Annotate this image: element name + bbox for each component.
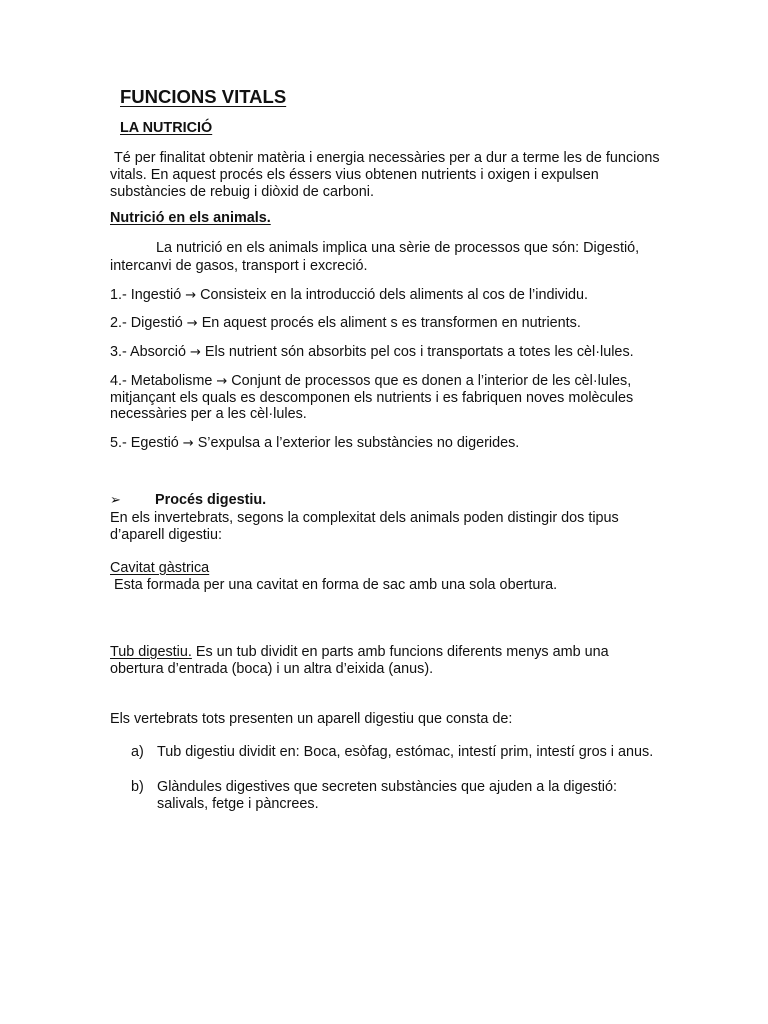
proces-heading: Procés digestiu. [155,492,267,508]
vertebrats-text: Els vertebrats tots presenten un aparell digestiu que consta de: [110,711,513,727]
list-item-b-text-2: salivals, fetge i pàncrees. [157,796,319,812]
step-metabolisme-line-3: necessàries per a les cèl·lules. [110,406,307,422]
step-digestio [110,315,581,332]
proces-line-2: d’aparell digestiu: [110,527,222,543]
step-label: 2.- Digestió [110,315,183,331]
step-text: En aquest procés els aliment s es transformen en nutrients. [201,315,581,331]
animals-intro-line-1: La nutrició en els animals implica una sèrie de processos que són: Digestió, [156,240,640,256]
list-item-a-marker: a) [131,744,144,760]
tub-text-1: Es un tub dividit en parts amb funcions diferents menys amb una [195,644,609,660]
step-label: 3.- Absorció [110,344,186,360]
tub-heading: Tub digestiu. [110,644,192,660]
step-label: 5.- Egestió [110,435,179,451]
list-item-b-marker: b) [131,779,144,795]
bullet-arrow-icon: ➢ [110,493,121,508]
step-egestio [110,435,519,452]
tub-line-1 [110,644,609,661]
section-title-nutricio: LA NUTRICIÓ [120,120,213,136]
step-metabolisme-line-1 [110,373,631,390]
step-absorcio [110,344,634,361]
step-text: Els nutrient són absorbits pel cos i transportats a totes les cèl·lules. [204,344,634,360]
arrow-right-icon: → [186,316,198,331]
intro-line-3: substàncies de rebuig i diòxid de carboni. [110,184,374,200]
step-text: Conjunt de processos que es donen a l’interior de les cèl·lules, [231,373,632,389]
step-metabolisme-line-2: mitjançant els quals es descomponen els nutrients i es fabriquen noves molècules [110,390,634,406]
intro-line-2: vitals. En aquest procés els éssers vius obtenen nutrients i oxigen i expulsen [110,167,599,183]
cavitat-heading: Cavitat gàstrica [110,560,210,576]
step-text: Consisteix en la introducció dels aliments al cos de l’individu. [200,287,589,303]
step-text: S’expulsa a l’exterior les substàncies no digerides. [197,435,520,451]
list-item-a-text: Tub digestiu dividit en: Boca, esòfag, estómac, intestí prim, intestí gros i anus. [157,744,654,760]
cavitat-text: Esta formada per una cavitat en forma de sac amb una sola obertura. [114,577,558,593]
proces-line-1: En els invertebrats, segons la complexitat dels animals poden distingir dos tipus [110,510,619,526]
step-label: 4.- Metabolisme [110,373,213,389]
arrow-right-icon: → [190,345,201,360]
animals-heading: Nutrició en els animals. [110,210,271,226]
step-ingestio [110,287,588,304]
intro-line-1: Té per finalitat obtenir matèria i energia necessàries per a dur a terme les de funcions [114,150,660,166]
list-item-b-text-1: Glàndules digestives que secreten substàncies que ajuden a la digestió: [157,779,618,795]
animals-intro-line-2: intercanvi de gasos, transport i excreció. [110,258,368,274]
step-label: 1.- Ingestió [110,287,182,303]
arrow-right-icon: → [182,436,194,451]
tub-line-2: obertura d’entrada (boca) i un altra d’eixida (anus). [110,661,434,677]
arrow-right-icon: → [185,288,197,303]
arrow-right-icon: → [216,374,228,389]
page-title: FUNCIONS VITALS [120,86,287,107]
